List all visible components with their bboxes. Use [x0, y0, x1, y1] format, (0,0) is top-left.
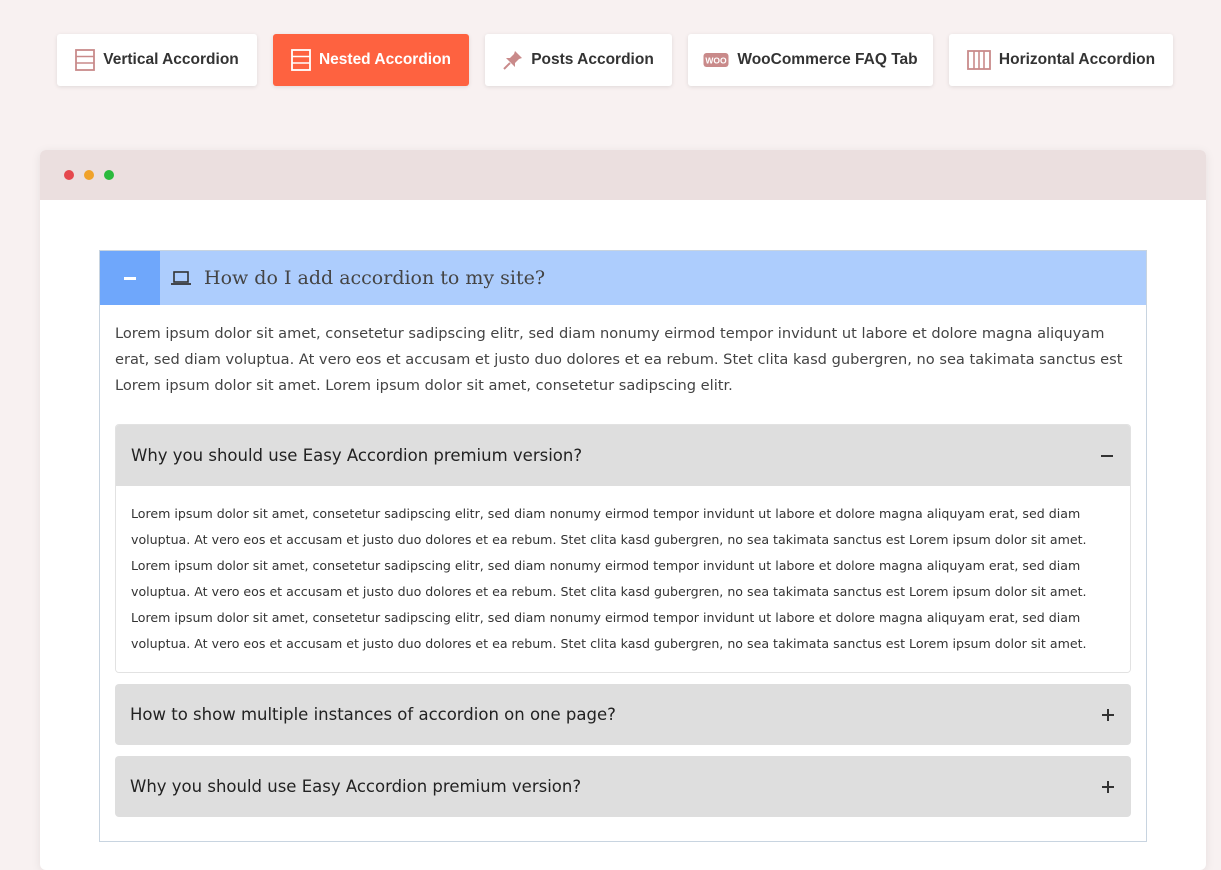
window-title-bar: [40, 150, 1206, 200]
inner-accordion-header[interactable]: [115, 756, 1131, 817]
horizontal-accordion-icon: [967, 49, 991, 71]
collapse-toggle[interactable]: [100, 251, 160, 305]
woo-icon-text: WOO: [705, 55, 727, 66]
window-minimize-dot: [84, 170, 94, 180]
tab-label: WooCommerce FAQ Tab: [737, 51, 918, 68]
plus-icon: [1101, 780, 1115, 794]
tab-nested-accordion[interactable]: [273, 34, 469, 86]
window-maximize-dot: [104, 170, 114, 180]
woo-icon: [703, 49, 729, 71]
inner-accordion-title: Why you should use Easy Accordion premium version?: [131, 446, 583, 465]
laptop-icon: [170, 270, 192, 286]
outer-accordion: [99, 250, 1147, 842]
inner-accordion-item: [115, 756, 1131, 817]
outer-accordion-header[interactable]: [100, 251, 1146, 305]
inner-accordion-header[interactable]: [115, 684, 1131, 745]
minus-icon: [124, 277, 136, 280]
inner-accordion-title: Why you should use Easy Accordion premium version?: [130, 777, 582, 796]
tab-posts-accordion[interactable]: [485, 34, 672, 86]
inner-accordion-title: How to show multiple instances of accordion on one page?: [130, 705, 616, 724]
minus-icon: [1100, 449, 1114, 463]
plus-icon: [1101, 708, 1115, 722]
inner-accordion-item: [115, 424, 1131, 673]
inner-accordion-item: [115, 684, 1131, 745]
tab-label: Nested Accordion: [318, 51, 452, 68]
outer-accordion-title: How do I add accordion to my site?: [204, 267, 546, 289]
vertical-accordion-icon: [75, 49, 95, 71]
tab-label: Horizontal Accordion: [998, 51, 1156, 68]
tab-label: Vertical Accordion: [103, 51, 239, 68]
nested-accordion: [115, 424, 1131, 828]
outer-accordion-content: Lorem ipsum dolor sit amet, consetetur sadipscing elitr, sed diam nonumy eirmod tempor invidunt ut labore et dolore magna aliquyam erat, sed diam voluptua. At vero eos et accusam et justo duo dolores et ea rebum. Stet clita kasd gubergren, no sea takimata sanctus est Lorem ipsum dolor sit amet. Lorem ipsum dolor sit amet, consetetur sadipscing elitr.: [115, 325, 1123, 394]
tab-horizontal-accordion[interactable]: [949, 34, 1173, 86]
tab-vertical-accordion[interactable]: [57, 34, 257, 86]
pin-icon: [503, 49, 523, 71]
inner-accordion-content: Lorem ipsum dolor sit amet, consetetur sadipscing elitr, sed diam nonumy eirmod tempor invidunt ut labore et dolore magna aliquyam erat, sed diam voluptua. At vero eos et accusam et justo duo dolores et ea rebum. Stet clita kasd gubergren, no sea takimata sanctus est Lorem ipsum dolor sit amet. Lorem ipsum dolor sit amet, consetetur sadipscing elitr, sed diam nonumy eirmod tempor invidunt ut labore et dolore magna aliquyam erat, sed diam voluptua. At vero eos et accusam et justo duo dolores et ea rebum. Stet clita kasd gubergren, no sea takimata sanctus est Lorem ipsum dolor sit amet. Lorem ipsum dolor sit amet, consetetur sadipscing elitr, sed diam nonumy eirmod tempor invidunt ut labore et dolore magna aliquyam erat, sed diam voluptua. At vero eos et accusam et justo duo dolores et ea rebum. Stet clita kasd gubergren, no sea takimata sanctus est Lorem ipsum dolor sit amet.: [116, 486, 1130, 672]
inner-accordion-header[interactable]: [116, 425, 1130, 486]
tab-label: Posts Accordion: [531, 51, 654, 68]
demo-tabs: [57, 34, 1173, 86]
window-close-dot: [64, 170, 74, 180]
browser-window: [40, 150, 1206, 870]
nested-accordion-icon: [291, 49, 311, 71]
tab-woocommerce-faq[interactable]: [688, 34, 933, 86]
